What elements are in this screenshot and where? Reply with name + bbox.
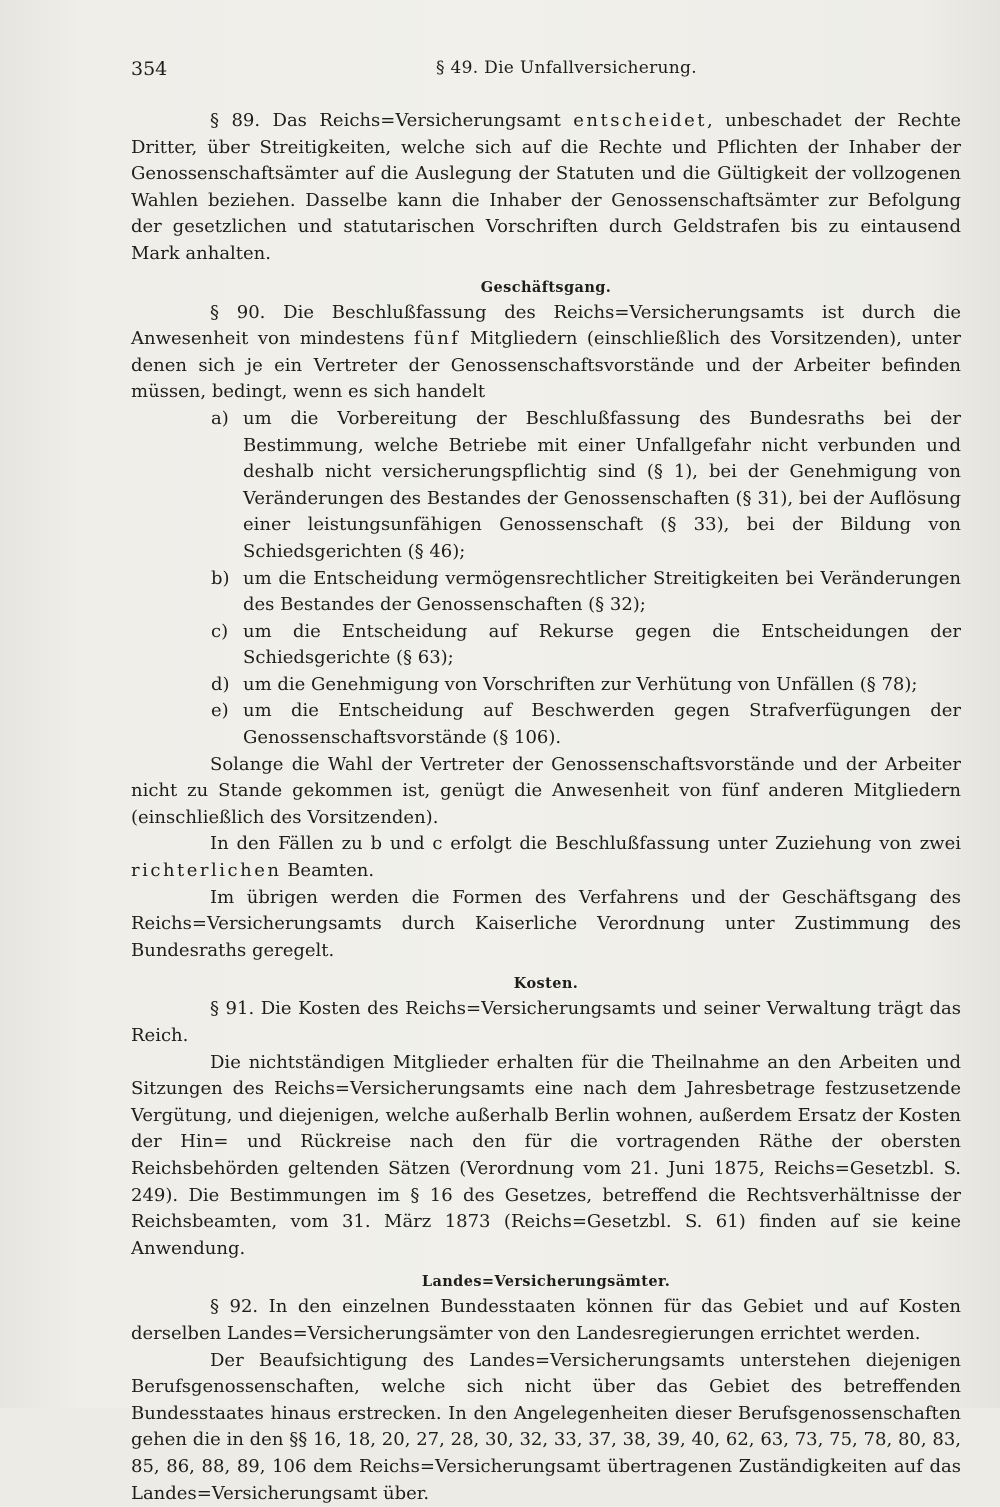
running-head: § 49. Die Unfallversicherung.: [436, 58, 697, 78]
section-90-intro-spaced: fünf: [413, 328, 461, 350]
section-90-faellen-spaced: richterlichen: [131, 860, 282, 882]
list-marker: a): [211, 407, 229, 429]
section-90-intro-b: Mitgliedern (einschließlich des Vorsitzenden), unter denen sich je ein Vertreter der Genossenschaftsvorstände und der Arbeiter befinden müssen, bedingt, wenn es sich handelt: [131, 328, 961, 403]
list-item-b: [131, 566, 961, 619]
list-marker: b): [211, 567, 230, 589]
section-89-spaced: entscheidet: [573, 110, 707, 131]
page-header: [131, 58, 961, 88]
section-90-faellen: [131, 831, 961, 884]
heading-geschaeftsgang: Geschäftsgang.: [480, 278, 612, 296]
section-90-intro-a: § 90. Die Beschlußfassung des Reichs=Versicherungsamts ist durch die Anwesenheit von mindestens: [131, 301, 961, 350]
section-92-p1: § 92. In den einzelnen Bundesstaaten können für das Gebiet und auf Kosten derselben Landes=Versicherungsämter von den Landesregierungen errichtet werden.: [131, 1296, 961, 1344]
section-90-faellen-a: In den Fällen zu b und c erfolgt die Beschlußfassung unter Zuziehung von zwei: [210, 833, 961, 855]
list-item-d: [131, 672, 961, 699]
section-89: [131, 108, 961, 268]
list-text: um die Entscheidung vermögensrechtlicher Streitigkeiten bei Veränderungen des Bestandes der Genossenschaften (§ 32);: [243, 567, 961, 616]
list-marker: c): [211, 620, 229, 642]
section-91-p2: Die nichtständigen Mitglieder erhalten für die Theilnahme an den Arbeiten und Sitzungen des Reichs=Versicherungsamts eine nach dem Jahresbetrage festzusetzende Vergütung, und diejenigen, welche außerhalb Berlin wohnen, außerdem Ersatz der Kosten der Hin= und Rückreise nach den für die vortragenden Räthe der obersten Reichsbehörden geltenden Sätzen (Verordnung vom 21. Juni 1875, Reichs=Gesetzbl. S. 249). Die Bestimmungen im § 16 des Gesetzes, betreffend die Rechtsverhältnisse der Reichsbeamten, vom 31. März 1873 (Reichs=Gesetzbl. S. 61) finden auf sie keine Anwendung.: [131, 1051, 961, 1259]
section-90-list: [131, 406, 961, 752]
heading-kosten: Kosten.: [513, 975, 579, 993]
list-item-e: [131, 698, 961, 751]
section-90-uebrigen: Im übrigen werden die Formen des Verfahrens und der Geschäftsgang des Reichs=Versicherungsamts durch Kaiserliche Verordnung unter Zustimmung des Bundesraths geregelt.: [131, 886, 961, 961]
list-text: um die Genehmigung von Vorschriften zur Verhütung von Unfällen (§ 78);: [243, 673, 918, 695]
document-body: [131, 108, 961, 1507]
page-number: 354: [131, 58, 168, 80]
section-89-lead: § 89. Das Reichs=Versicherungsamt: [210, 110, 574, 131]
list-marker: d): [211, 673, 230, 695]
heading-landes: Landes=Versicherungsämter.: [421, 1273, 671, 1291]
section-91-p1: § 91. Die Kosten des Reichs=Versicherungsamts und seiner Verwaltung trägt das Reich.: [131, 998, 961, 1046]
list-item-c: [131, 619, 961, 672]
list-text: um die Entscheidung auf Rekurse gegen die Entscheidungen der Schiedsgerichte (§ 63);: [243, 620, 961, 669]
list-text: um die Entscheidung auf Beschwerden gegen Strafverfügungen der Genossenschaftsvorstände (§ 106).: [243, 700, 961, 749]
section-89-rest: , unbeschadet der Rechte Dritter, über Streitigkeiten, welche sich auf die Rechte und Pflichten der Inhaber der Genossenschaftsämter auf die Auslegung der Statuten und die Gültigkeit der vollzogenen Wahlen beziehen. Dasselbe kann die Inhaber der Genossenschaftsämter zur Befolgung der gesetzlichen und statutarischen Vorschriften durch Geldstrafen bis zu eintausend Mark anhalten.: [131, 110, 962, 264]
list-item-a: [131, 406, 961, 566]
section-90-intro: [131, 300, 961, 406]
list-marker: e): [211, 700, 229, 722]
section-90-solange: Solange die Wahl der Vertreter der Genossenschaftsvorstände und der Arbeiter nicht zu Stande gekommen ist, genügt die Anwesenheit von fünf anderen Mitgliedern (einschließlich des Vorsitzenden).: [131, 753, 961, 828]
section-90-faellen-b: Beamten.: [281, 860, 375, 882]
list-text: um die Vorbereitung der Beschlußfassung des Bundesraths bei der Bestimmung, welche Betriebe mit einer Unfallgefahr nicht verbunden und deshalb nicht versicherungspflichtig sind (§ 1), bei der Genehmigung von Veränderungen des Bestandes der Genossenschaften (§ 31), bei der Auflösung einer leistungsunfähigen Genossenschaft (§ 33), bei der Bildung von Schiedsgerichten (§ 46);: [243, 407, 961, 562]
section-92-p2: Der Beaufsichtigung des Landes=Versicherungsamts unterstehen diejenigen Berufsgenossenschaften, welche sich nicht über das Gebiet des betreffenden Bundesstaates hinaus erstrecken. In den Angelegenheiten dieser Berufsgenossenschaften gehen die in den §§ 16, 18, 20, 27, 28, 30, 32, 33, 37, 38, 39, 40, 62, 63, 73, 75, 78, 80, 83, 85, 86, 88, 89, 106 dem Reichs=Versicherungsamt übertragenen Zuständigkeiten auf das Landes=Versicherungsamt über.: [131, 1349, 961, 1504]
